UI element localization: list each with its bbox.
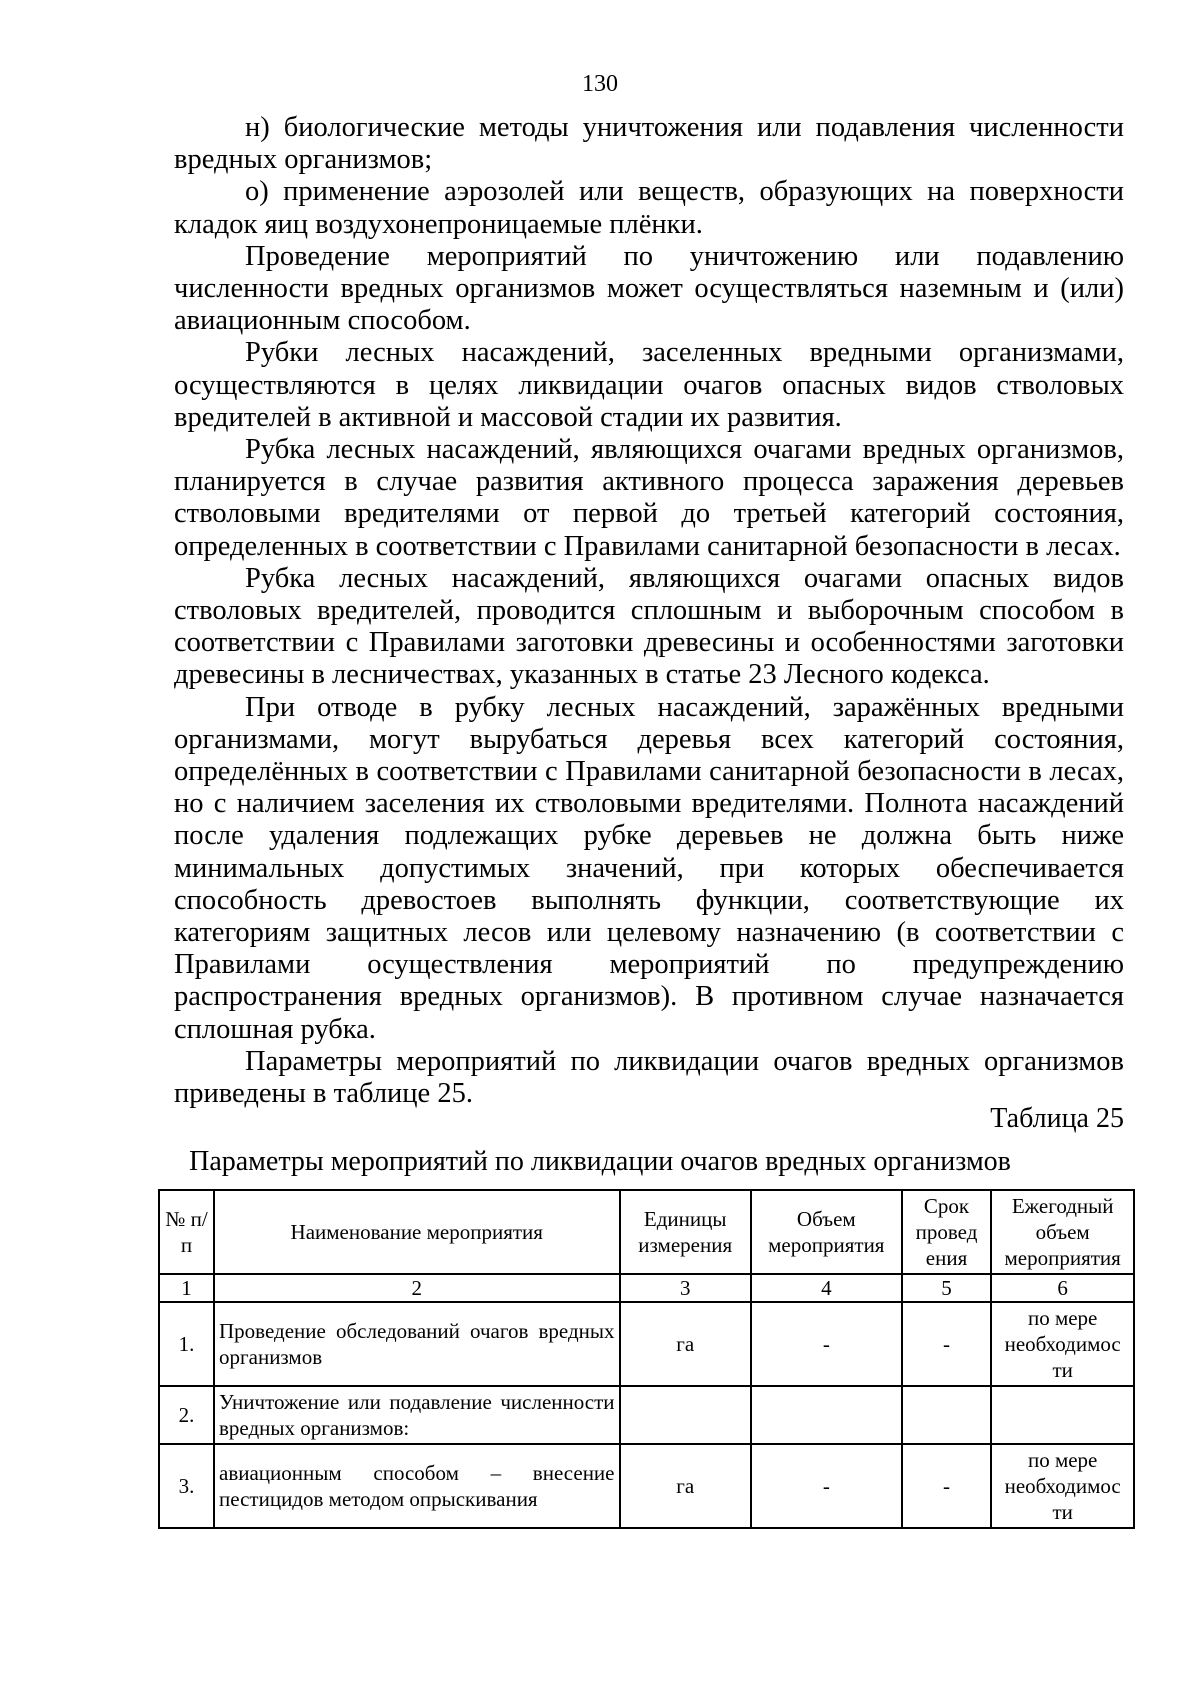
column-number: 6 — [991, 1274, 1134, 1302]
row-index: 3. — [159, 1444, 214, 1528]
column-number: 1 — [159, 1274, 214, 1302]
column-number-row — [159, 1274, 1134, 1302]
paragraph: При отводе в рубку лесных насаждений, заражённых вредными организмами, могут вырубаться деревья всех категорий состояния, определённых в соответствии с Правилами санитарной безопасности в лесах, но с наличием заселения их стволовыми вредителями. Полнота насаждений после удаления подлежащих рубке деревьев не должна быть ниже минимальных допустимых значений, при которых обеспечивается способность древостоев выполнять функции, соответствующие их категориям защитных лесов или целевому назначению (в соответствии с Правилами осуществления мероприятий по предупреждению распространения вредных организмов). В противном случае назначается сплошная рубка. — [174, 691, 1124, 1045]
row-term: - — [902, 1444, 992, 1528]
column-number: 3 — [620, 1274, 751, 1302]
page-number: 130 — [582, 71, 618, 97]
table-row — [159, 1444, 1134, 1528]
table-title: Параметры мероприятий по ликвидации очагов вредных организмов — [189, 1146, 1011, 1177]
row-index: 2. — [159, 1386, 214, 1444]
row-index: 1. — [159, 1302, 214, 1386]
header-index: № п/п — [159, 1190, 214, 1274]
row-volume — [751, 1386, 902, 1444]
paragraph: о) применение аэрозолей или веществ, образующих на поверхности кладок яиц воздухонепроницаемые плёнки. — [174, 176, 1124, 240]
table-label: Таблица 25 — [990, 1103, 1124, 1134]
paragraph: Рубка лесных насаждений, являющихся очагами опасных видов стволовых вредителей, проводится сплошным и выборочным способом в соответствии с Правилами заготовки древесины и особенностями заготовки древесины в лесничествах, указанных в статье 23 Лесного кодекса. — [174, 562, 1124, 691]
row-name: Проведение обследований очагов вредных организмов — [214, 1302, 619, 1386]
paragraph: Параметры мероприятий по ликвидации очагов вредных организмов приведены в таблице 25. — [174, 1045, 1124, 1110]
column-number: 4 — [751, 1274, 902, 1302]
column-number: 2 — [214, 1274, 619, 1302]
body-text — [174, 112, 1124, 1110]
row-yearly: по мере необходимос ти — [991, 1302, 1134, 1386]
row-unit: га — [620, 1302, 751, 1386]
row-volume: - — [751, 1444, 902, 1528]
row-volume: - — [751, 1302, 902, 1386]
paragraph: Рубки лесных насаждений, заселенных вредными организмами, осуществляются в целях ликвидации очагов опасных видов стволовых вредителей в активной и массовой стадии их развития. — [174, 337, 1124, 433]
paragraph: н) биологические методы уничтожения или подавления численности вредных организмов; — [174, 112, 1124, 176]
table-header-row — [159, 1190, 1134, 1274]
paragraph: Проведение мероприятий по уничтожению или подавлению численности вредных организмов может осуществляться наземным и (или) авиационным способом. — [174, 240, 1124, 337]
header-term: Срок провед ения — [902, 1190, 992, 1274]
paragraph: Рубка лесных насаждений, являющихся очагами вредных организмов, планируется в случае развития активного процесса заражения деревьев стволовыми вредителями от первой до третьей категорий состояния, определенных в соответствии с Правилами санитарной безопасности в лесах. — [174, 434, 1124, 562]
header-volume: Объем мероприятия — [751, 1190, 902, 1274]
header-yearly: Ежегодный объем мероприятия — [991, 1190, 1134, 1274]
header-unit: Единицы измерения — [620, 1190, 751, 1274]
header-name: Наименование мероприятия — [214, 1190, 619, 1274]
measures-table — [158, 1189, 1135, 1529]
row-name: Уничтожение или подавление численности вредных организмов: — [214, 1386, 619, 1444]
row-unit: га — [620, 1444, 751, 1528]
row-term: - — [902, 1302, 992, 1386]
row-unit — [620, 1386, 751, 1444]
row-name: авиационным способом – внесение пестицидов методом опрыскивания — [214, 1444, 619, 1528]
row-yearly — [991, 1386, 1134, 1444]
table-row — [159, 1386, 1134, 1444]
row-yearly: по мере необходимос ти — [991, 1444, 1134, 1528]
column-number: 5 — [902, 1274, 992, 1302]
row-term — [902, 1386, 992, 1444]
table-row — [159, 1302, 1134, 1386]
